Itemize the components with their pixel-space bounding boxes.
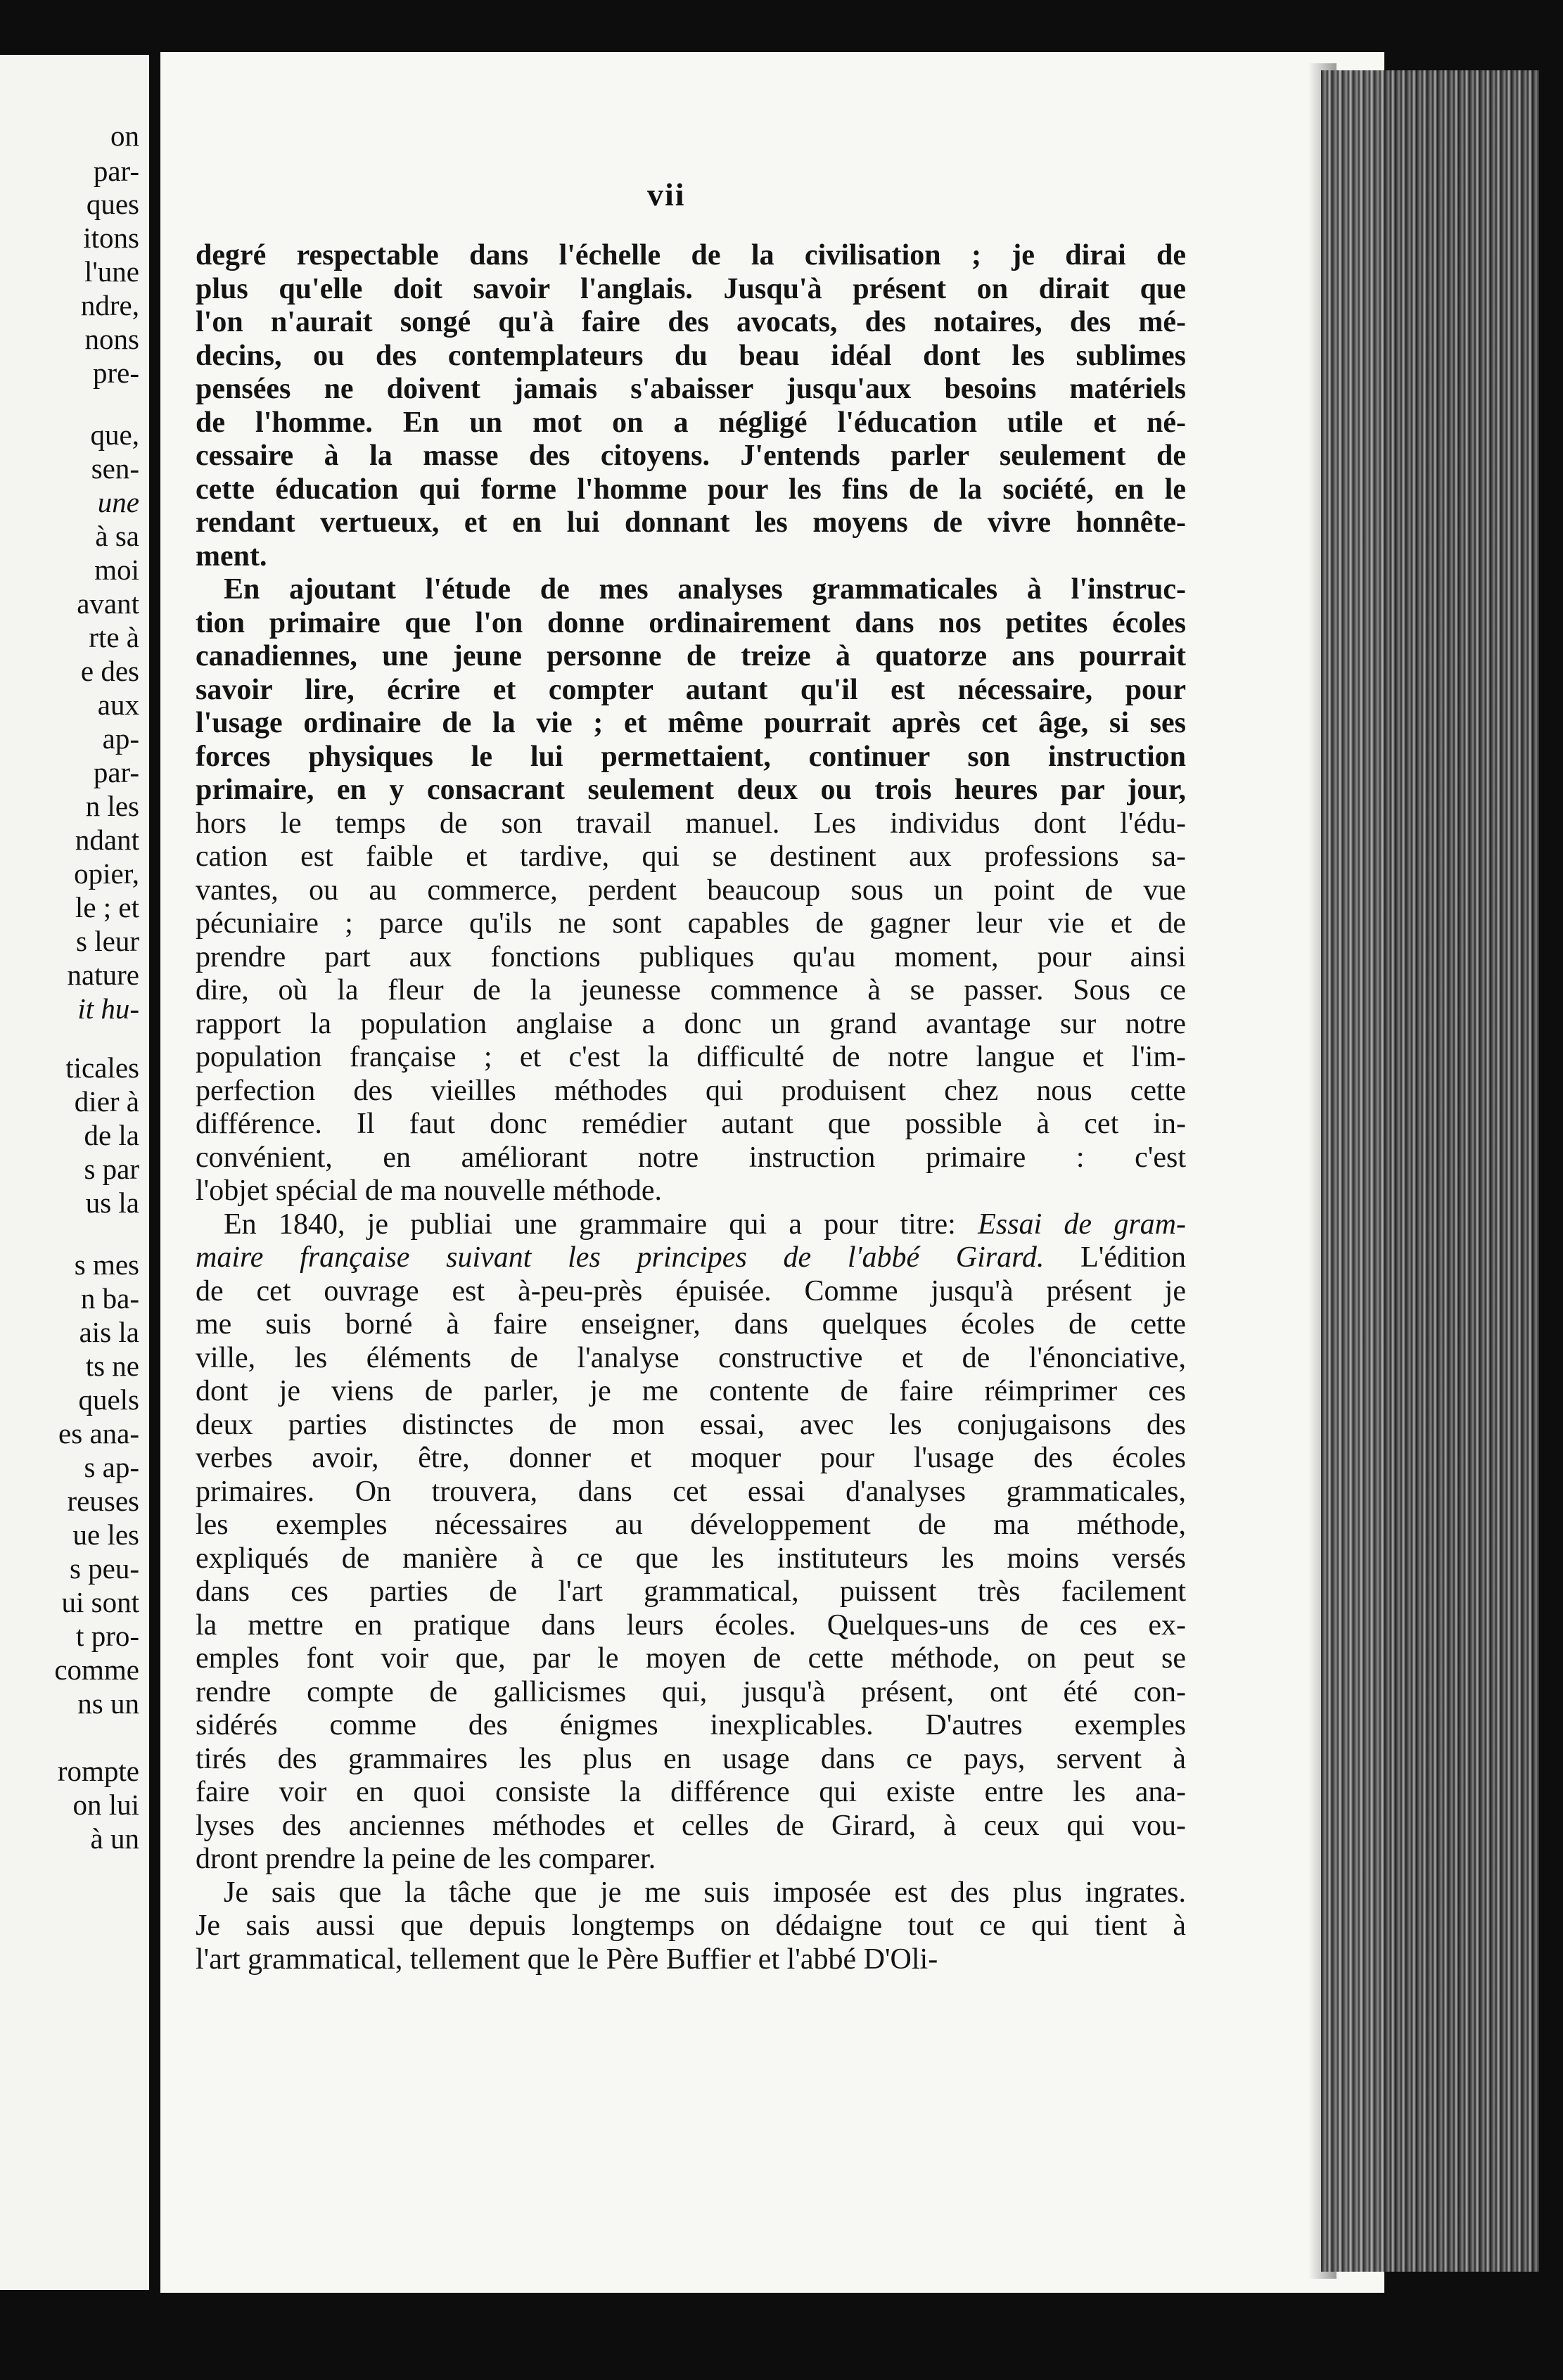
text-line: perfection des vieilles méthodes qui produisent chez nous cette: [196, 1074, 1186, 1107]
page-number: vii: [647, 177, 686, 212]
facing-page-line: avant: [77, 587, 139, 620]
facing-page-line: on: [110, 120, 139, 152]
text-line: dont je viens de parler, je me contente de faire réimprimer ces: [196, 1375, 1186, 1407]
facing-page-line: quels: [78, 1383, 139, 1416]
italic-title: Essai de gram-: [978, 1208, 1186, 1241]
text-line: cation est faible et tardive, qui se destinent aux professions sa-: [196, 840, 1186, 873]
facing-page-line: ns un: [77, 1687, 139, 1720]
facing-page-line: e des: [80, 655, 139, 687]
text-line: l'art grammatical, tellement que le Père Buffier et l'abbé D'Oli-: [196, 1943, 938, 1976]
facing-page-line: s par: [84, 1153, 139, 1185]
text-line: l'on n'aurait songé qu'à faire des avocats, des notaires, des mé-: [196, 306, 1186, 338]
facing-page-line: reuses: [67, 1485, 139, 1517]
text-line: dire, où la fleur de la jeunesse commence à se passer. Sous ce: [196, 974, 1186, 1006]
text-line: faire voir en quoi consiste la différence qui existe entre les ana-: [196, 1776, 1186, 1808]
facing-page-line: s peu-: [69, 1552, 139, 1585]
text-line: [196, 1241, 1186, 1275]
facing-page-line: n les: [85, 790, 139, 822]
text-line: l'usage ordinaire de la vie ; et même pourrait après cet âge, si ses: [196, 707, 1186, 739]
text-line: lyses des anciennes méthodes et celles de Girard, à ceux qui vou-: [196, 1809, 1186, 1842]
text-line: pécuniaire ; parce qu'ils ne sont capables de gagner leur vie et de: [196, 907, 1186, 940]
facing-page-line: par-: [93, 155, 139, 187]
text-line: [196, 1208, 1186, 1242]
text-line: de l'homme. En un mot on a négligé l'éducation utile et né-: [196, 406, 1186, 439]
text-line: Je sais aussi que depuis longtemps on dédaigne tout ce qui tient à: [196, 1909, 1186, 1942]
text-line: emples font voir que, par le moyen de cette méthode, on peut se: [196, 1642, 1186, 1675]
facing-page-line: s mes: [74, 1248, 139, 1281]
facing-page-line: sen-: [91, 452, 139, 485]
facing-page-fragment: [0, 55, 149, 2290]
text-line: canadiennes, une jeune personne de treize à quatorze ans pourrait: [196, 640, 1186, 672]
facing-page-line: opier,: [74, 857, 139, 890]
text-line: les exemples nécessaires au développement de ma méthode,: [196, 1509, 1186, 1541]
text-line: primaire, en y consacrant seulement deux ou trois heures par jour,: [196, 774, 1186, 806]
text-line: verbes avoir, être, donner et moquer pour l'usage des écoles: [196, 1442, 1186, 1474]
text-line: ville, les éléments de l'analyse constructive et de l'énonciative,: [196, 1341, 1186, 1374]
facing-page-line: ticales: [65, 1051, 139, 1084]
text-line: plus qu'elle doit savoir l'anglais. Jusqu'à présent on dirait que: [196, 272, 1186, 305]
facing-page-line: ndant: [75, 824, 139, 856]
text-line: rendant vertueux, et en lui donnant les moyens de vivre honnête-: [196, 506, 1186, 539]
facing-page-line: le ; et: [75, 891, 139, 923]
facing-page-line: it hu-: [77, 992, 139, 1025]
body-text: [196, 239, 1186, 1976]
facing-page-line: à un: [90, 1822, 139, 1855]
text-line: la mettre en pratique dans leurs écoles. Quelques-uns de ces ex-: [196, 1608, 1186, 1642]
facing-page-line: comme: [54, 1653, 139, 1686]
facing-page-line: itons: [83, 222, 139, 254]
text-line: decins, ou des contemplateurs du beau idéal dont les sublimes: [196, 339, 1186, 372]
facing-page-line: t pro-: [76, 1620, 139, 1652]
facing-page-line: on lui: [72, 1789, 139, 1821]
text-line: En ajoutant l'étude de mes analyses grammaticales à l'instruc-: [224, 573, 1186, 606]
text-line: ment.: [196, 539, 267, 572]
text-line: Je sais que la tâche que je me suis imposée est des plus ingrates.: [224, 1876, 1186, 1909]
line-text: En 1840, je publiai une grammaire qui a pour titre:: [224, 1208, 978, 1241]
facing-page-line: que,: [90, 418, 139, 451]
text-line: dans ces parties de l'art grammatical, puissent très facilement: [196, 1575, 1186, 1608]
facing-page-line: une: [97, 486, 139, 518]
facing-page-line: pre-: [92, 357, 139, 389]
text-line: cessaire à la masse des citoyens. J'entends parler seulement de: [196, 440, 1186, 472]
facing-page-line: nons: [84, 323, 139, 355]
facing-page-line: ques: [86, 188, 139, 220]
text-line: population française ; et c'est la difficulté de notre langue et l'im-: [196, 1041, 1186, 1073]
page-block-edges: [1321, 70, 1539, 2272]
facing-page-line: l'une: [84, 255, 139, 288]
facing-page-line: ue les: [72, 1518, 139, 1551]
facing-page-line: rompte: [57, 1755, 139, 1787]
facing-page-line: us la: [85, 1186, 139, 1219]
facing-page-line: de la: [84, 1119, 139, 1151]
facing-page-line: rte à: [89, 621, 139, 653]
text-line: forces physiques le lui permettaient, continuer son instruction: [196, 740, 1186, 773]
facing-page-line: ndre,: [80, 289, 139, 321]
text-line: pensées ne doivent jamais s'abaisser jusqu'aux besoins matériels: [196, 373, 1186, 405]
facing-page-line: par-: [93, 756, 139, 788]
text-line: différence. Il faut donc remédier autant que possible à cet in-: [196, 1108, 1186, 1140]
text-line: tirés des grammaires les plus en usage dans ce pays, servent à: [196, 1742, 1186, 1775]
facing-page-line: s leur: [76, 925, 139, 957]
facing-page-line: ui sont: [61, 1586, 139, 1618]
facing-page-line: nature: [67, 959, 139, 991]
text-line: rendre compte de gallicismes qui, jusqu'à présent, ont été con-: [196, 1675, 1186, 1708]
text-line: dront prendre la peine de les comparer.: [196, 1843, 656, 1875]
facing-page-line: n ba-: [80, 1282, 139, 1314]
facing-page-line: s ap-: [84, 1451, 139, 1483]
text-line: tion primaire que l'on donne ordinairement dans nos petites écoles: [196, 606, 1186, 639]
facing-page-line: moi: [94, 554, 139, 586]
facing-page-line: es ana-: [58, 1417, 139, 1450]
text-line: de cet ouvrage est à-peu-près épuisée. Comme jusqu'à présent je: [196, 1274, 1186, 1307]
text-line: primaires. On trouvera, dans cet essai d'analyses grammaticales,: [196, 1475, 1186, 1508]
text-line: prendre part aux fonctions publiques qu'au moment, pour ainsi: [196, 940, 1186, 973]
text-line: savoir lire, écrire et compter autant qu'il est nécessaire, pour: [196, 673, 1186, 706]
text-line: cette éducation qui forme l'homme pour les fins de la société, en le: [196, 473, 1186, 506]
text-line: convénient, en améliorant notre instruction primaire : c'est: [196, 1141, 1186, 1174]
text-line: me suis borné à faire enseigner, dans quelques écoles de cette: [196, 1308, 1186, 1341]
line-text: L'édition: [1044, 1241, 1186, 1274]
text-line: expliqués de manière à ce que les instituteurs les moins versés: [196, 1542, 1186, 1575]
text-line: rapport la population anglaise a donc un grand avantage sur notre: [196, 1007, 1186, 1040]
italic-title: maire française suivant les principes de l'abbé Girard.: [196, 1241, 1045, 1274]
text-line: l'objet spécial de ma nouvelle méthode.: [196, 1175, 663, 1207]
facing-page-line: ap-: [102, 722, 139, 755]
text-line: vantes, ou au commerce, perdent beaucoup sous un point de vue: [196, 874, 1186, 907]
facing-page-line: ts ne: [85, 1350, 139, 1382]
text-line: degré respectable dans l'échelle de la civilisation ; je dirai de: [196, 239, 1186, 271]
text-line: sidérés comme des énigmes inexplicables. D'autres exemples: [196, 1709, 1186, 1741]
text-line: deux parties distinctes de mon essai, avec les conjugaisons des: [196, 1408, 1186, 1441]
facing-page-line: aux: [97, 689, 139, 721]
facing-page-line: ais la: [79, 1316, 139, 1348]
facing-page-line: dier à: [74, 1085, 139, 1118]
text-line: hors le temps de son travail manuel. Les individus dont l'édu-: [196, 807, 1186, 840]
facing-page-line: à sa: [95, 520, 139, 552]
